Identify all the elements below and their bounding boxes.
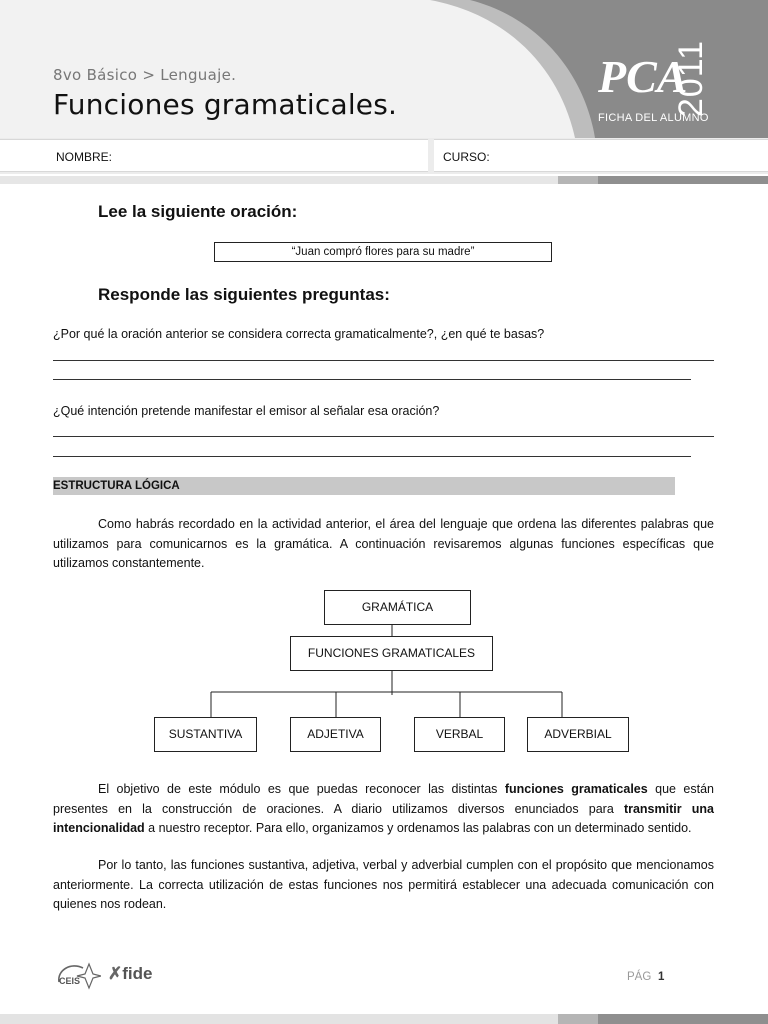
section-title: ESTRUCTURA LÓGICA bbox=[53, 480, 180, 492]
ceis-logo bbox=[55, 960, 101, 990]
figure-icon: ✗ bbox=[108, 964, 123, 983]
diagram-node-leaf: ADJETIVA bbox=[290, 717, 381, 752]
closing-text: a nuestro receptor. Para ello, organizamos y ordenamos las palabras con un determinado sentido. bbox=[144, 821, 692, 835]
question-2: ¿Qué intención pretende manifestar el emisor al señalar esa oración? bbox=[53, 404, 440, 418]
answer-line[interactable] bbox=[53, 360, 714, 361]
closing-paragraph-2: Por lo tanto, las funciones sustantiva, adjetiva, verbal y adverbial cumplen con el propósito que mencionamos anteriormente. La correcta utilización de estas funciones nos permitirá establecer una adecuada comunicación con quienes nos rodean. bbox=[53, 858, 714, 911]
ceis-logo-text: CEIS bbox=[59, 976, 81, 986]
page-title: Funciones gramaticales. bbox=[53, 88, 398, 121]
closing-text: El objetivo de este módulo es que puedas reconocer las distintas bbox=[98, 782, 505, 796]
name-field[interactable] bbox=[0, 139, 428, 172]
diagram-node-leaf: VERBAL bbox=[414, 717, 505, 752]
pca-logo-text: PCA bbox=[598, 51, 688, 102]
closing-emphasis: funciones gramaticales bbox=[504, 782, 648, 796]
answer-line[interactable] bbox=[53, 456, 691, 457]
page-number: 1 bbox=[658, 971, 665, 983]
diagram-node-middle: FUNCIONES GRAMATICALES bbox=[290, 636, 493, 671]
closing-emphasis: transmitir una intencionalidad bbox=[53, 801, 714, 835]
fide-logo bbox=[108, 964, 152, 984]
closing-paragraph-1 bbox=[53, 780, 714, 839]
logo-subtitle: FICHA DEL ALUMNO bbox=[598, 112, 709, 124]
intro-paragraph: Como habrás recordado en la actividad anterior, el área del lenguaje que ordena las diferentes palabras que utilizamos para comunicarnos es la gramática. A continuación revisaremos algunas funciones específicas que utilizamos constantemente. bbox=[53, 517, 714, 570]
course-label: CURSO: bbox=[443, 150, 490, 164]
fide-logo-text: fide bbox=[122, 964, 153, 983]
footer-bar bbox=[0, 1014, 768, 1024]
name-label: NOMBRE: bbox=[56, 150, 113, 164]
answer-line[interactable] bbox=[53, 379, 691, 380]
diagram-node-root: GRAMÁTICA bbox=[324, 590, 471, 625]
reading-heading: Lee la siguiente oración: bbox=[98, 202, 298, 221]
quote-box: “Juan compró flores para su madre” bbox=[214, 242, 552, 262]
questions-heading: Responde las siguientes preguntas: bbox=[98, 285, 390, 304]
breadcrumb: 8vo Básico > Lenguaje. bbox=[53, 66, 237, 84]
answer-line[interactable] bbox=[53, 436, 714, 437]
question-1: ¿Por qué la oración anterior se considera correcta gramaticalmente?, ¿en qué te basas? bbox=[53, 327, 545, 341]
course-field[interactable] bbox=[434, 139, 768, 172]
closing-text: que están presentes en la construcción de oraciones. A diario utilizamos diversos enunciados para bbox=[53, 782, 714, 816]
logo-year: 2011 bbox=[672, 40, 710, 118]
diagram-node-leaf: ADVERBIAL bbox=[527, 717, 629, 752]
page-label: PÁG bbox=[627, 971, 652, 983]
diagram-node-leaf: SUSTANTIVA bbox=[154, 717, 257, 752]
